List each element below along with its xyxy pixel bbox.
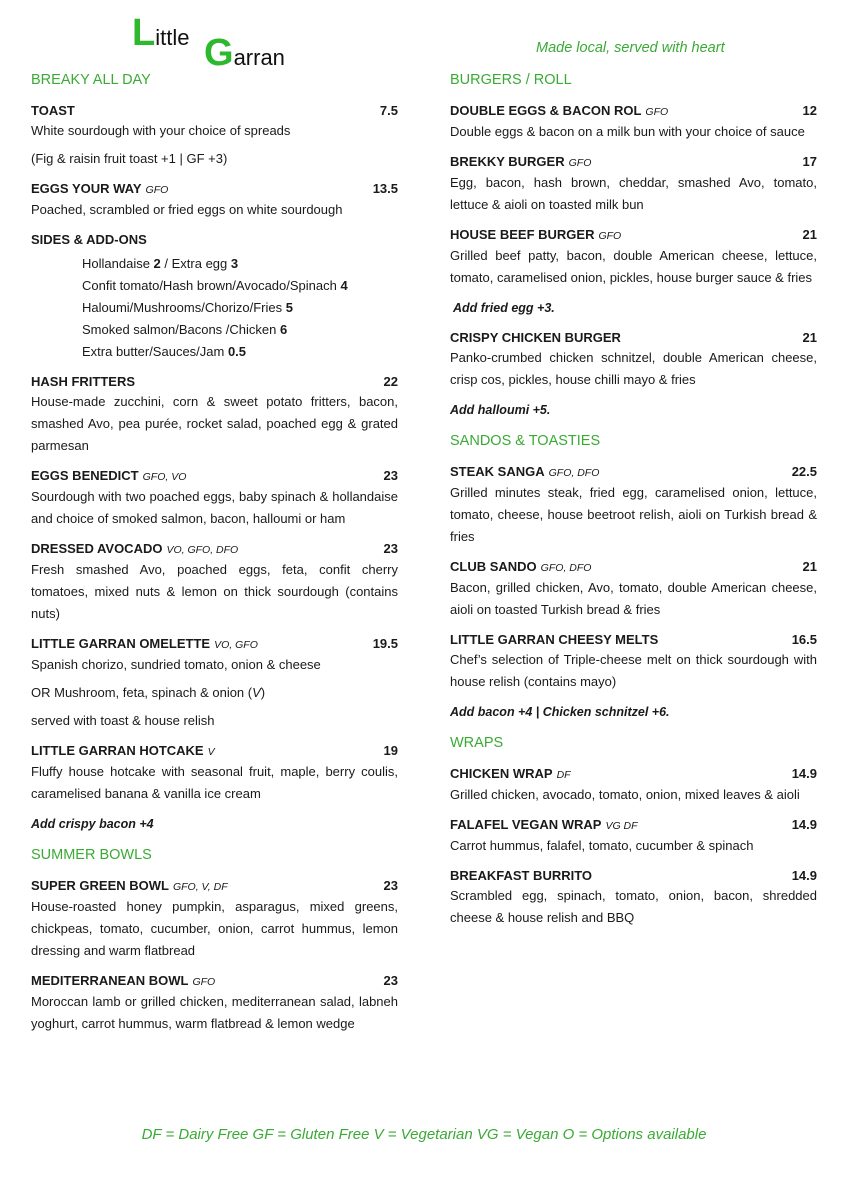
item-tags: GFO [145,184,169,196]
item-price: 23 [383,541,398,556]
item-tags: V [207,746,215,758]
item-tags: GFO, DFO [540,562,592,574]
addon-note: Add fried egg +3. [453,301,555,315]
item-desc: Spanish chorizo, sundried tomato, onion & cheese [31,657,321,672]
item-price: 22 [383,374,398,389]
menu-item-hash-fritters [31,373,398,457]
item-name: FALAFEL VEGAN WRAP [450,817,602,832]
logo-garran [204,34,285,72]
menu-item-dressed-avocado [31,540,398,625]
sides-title: SIDES & ADD-ONS [31,232,147,247]
item-tags: VG DF [605,820,638,832]
item-name: LITTLE GARRAN CHEESY MELTS [450,632,659,647]
item-name: LITTLE GARRAN OMELETTE [31,636,211,651]
menu-item-club-sando [450,558,817,621]
item-name: MEDITERRANEAN BOWL [31,973,189,988]
item-price: 21 [802,330,817,345]
menu-item-toast [31,102,398,170]
item-price: 16.5 [791,632,817,647]
dietary-legend: DF = Dairy Free GF = Gluten Free V = Vegetarian VG = Vegan O = Options available [141,1126,707,1143]
item-desc: Sourdough with two poached eggs, baby spinach & hollandaise and choice of smoked salmon, bacon, halloumi or ham [31,489,398,526]
item-price: 21 [802,559,817,574]
section-title-bowls: SUMMER BOWLS [31,847,152,863]
menu-item-cheesy-melts [450,631,817,693]
item-desc: Bacon, grilled chicken, Avo, tomato, double American cheese, aioli on toasted Turkish bread & fries [450,580,817,617]
menu-item-steak-sanga [450,463,817,548]
item-name: SUPER GREEN BOWL [31,878,169,893]
addon-note: Add halloumi +5. [450,403,551,417]
section-title-burgers: BURGERS / ROLL [450,72,572,88]
item-tags: GFO, DFO [548,467,600,479]
left-column [31,70,398,1045]
item-desc: Fluffy house hotcake with seasonal fruit, maple, berry coulis, caramelised banana & vanilla ice cream [31,764,398,801]
section-title-wraps: WRAPS [450,735,504,751]
logo-little [132,14,189,52]
item-name: CHICKEN WRAP [450,766,553,781]
item-desc: Grilled chicken, avocado, tomato, onion, mixed leaves & aioli [450,787,800,802]
item-price: 14.9 [791,868,817,883]
item-price: 23 [383,468,398,483]
item-name: EGGS BENEDICT [31,468,139,483]
item-tags: GFO, V, DF [172,881,228,893]
item-desc: Carrot hummus, falafel, tomato, cucumber & spinach [450,838,754,853]
side-line: Smoked salmon/Bacons /Chicken 6 [82,322,288,337]
item-name: BREAKFAST BURRITO [450,868,593,883]
menu-item-crispy-chicken-burger [450,329,817,391]
item-desc: Grilled beef patty, bacon, double American cheese, lettuce, tomato, caramelised onion, pickles, house burger sauce & fries [450,248,817,285]
logo-garran-rest: arran [233,45,285,70]
item-desc: Fresh smashed Avo, poached eggs, feta, confit cherry tomatoes, mixed nuts & lemon on thick sourdough (contains nuts) [31,562,398,621]
item-price: 13.5 [372,181,398,196]
item-desc: White sourdough with your choice of spreads [31,123,291,138]
side-line: Hollandaise 2 / Extra egg 3 [82,256,239,271]
item-desc: Egg, bacon, hash brown, cheddar, smashed Avo, tomato, lettuce & aioli on toasted milk bun [450,175,817,212]
addon-note: Add bacon +4 | Chicken schnitzel +6. [450,705,670,719]
item-price: 7.5 [379,103,398,118]
item-desc: House-roasted honey pumpkin, asparagus, mixed greens, chickpeas, tomato, cucumber, onion, carrot hummus, lemon dressing and warm flatbread [31,899,398,958]
logo-letter-g: G [204,32,234,74]
item-name: BREKKY BURGER [450,154,565,169]
item-tags: VO, GFO, DFO [166,544,239,556]
item-tags: VO, GFO [214,639,258,651]
sides-addons [31,231,398,363]
menu-item-eggs-benedict [31,467,398,530]
item-desc: Grilled minutes steak, fried egg, caramelised onion, lettuce, tomato, cheese, house beetroot relish, aioli on Turkish bread & fries [450,485,817,544]
menu-item-breakfast-burrito [450,867,817,929]
menu-item-chicken-wrap [450,765,817,806]
menu-item-omelette [31,635,398,732]
item-tags: DF [556,769,571,781]
item-desc: House-made zucchini, corn & sweet potato fritters, bacon, smashed Avo, pea purée, rocket salad, poached egg & grated parmesan [31,394,398,453]
item-alt: OR Mushroom, feta, spinach & onion (V) [31,685,266,700]
logo-letter-l: L [132,12,156,54]
section-title-sandos: SANDOS & TOASTIES [450,433,601,449]
item-name: CLUB SANDO [450,559,537,574]
item-price: 23 [383,973,398,988]
item-price: 21 [802,227,817,242]
menu-item-eggs-your-way [31,180,398,221]
item-price: 19.5 [372,636,398,651]
item-name: HOUSE BEEF BURGER [450,227,595,242]
section-title-breaky: BREAKY ALL DAY [31,72,151,88]
item-name: HASH FRITTERS [31,374,135,389]
item-desc: Scrambled egg, spinach, tomato, onion, bacon, shredded cheese & house relish and BBQ [450,888,817,925]
menu-item-mediterranean-bowl [31,972,398,1035]
item-price: 17 [802,154,817,169]
side-line: Confit tomato/Hash brown/Avocado/Spinach 4 [82,278,348,293]
brand-logo [132,6,302,74]
menu-item-house-beef-burger [450,226,817,289]
item-price: 14.9 [791,817,817,832]
item-price: 14.9 [791,766,817,781]
addon-note: Add crispy bacon +4 [31,817,154,831]
menu-item-double-eggs-bacon-roll [450,102,817,143]
item-name: DRESSED AVOCADO [31,541,163,556]
item-name: EGGS YOUR WAY [31,181,142,196]
item-desc: Double eggs & bacon on a milk bun with your choice of sauce [450,124,805,139]
item-served: served with toast & house relish [31,713,215,728]
item-name: DOUBLE EGGS & BACON ROL [450,103,642,118]
menu-item-hotcake [31,742,398,805]
item-tags: GFO [192,976,216,988]
item-name: STEAK SANGA [450,464,545,479]
item-tags: GFO [568,157,592,169]
item-tags: GFO [598,230,622,242]
logo-little-rest: ittle [155,25,190,50]
item-name: LITTLE GARRAN HOTCAKE [31,743,204,758]
item-name: CRISPY CHICKEN BURGER [450,330,621,345]
side-line: Extra butter/Sauces/Jam 0.5 [82,344,247,359]
item-price: 23 [383,878,398,893]
item-extra: (Fig & raisin fruit toast +1 | GF +3) [31,151,228,166]
item-desc: Panko-crumbed chicken schnitzel, double American cheese, crisp cos, pickles, house chilli mayo & fries [450,350,817,387]
right-column [450,70,817,939]
side-line: Haloumi/Mushrooms/Chorizo/Fries 5 [82,300,293,315]
item-name: TOAST [31,103,75,118]
item-tags: GFO [645,106,669,118]
item-price: 12 [802,103,817,118]
menu-item-falafel-vegan-wrap [450,816,817,857]
item-tags: GFO, VO [142,471,187,483]
menu-item-brekky-burger [450,153,817,216]
item-desc: Poached, scrambled or fried eggs on white sourdough [31,202,343,217]
item-desc: Chef’s selection of Triple-cheese melt on thick sourdough with house relish (contains mayo) [450,652,817,689]
menu-item-super-green-bowl [31,877,398,962]
item-desc: Moroccan lamb or grilled chicken, mediterranean salad, labneh yoghurt, carrot hummus, warm flatbread & lemon wedge [31,994,398,1031]
tagline: Made local, served with heart [536,40,725,56]
item-price: 19 [383,743,398,758]
item-price: 22.5 [791,464,817,479]
